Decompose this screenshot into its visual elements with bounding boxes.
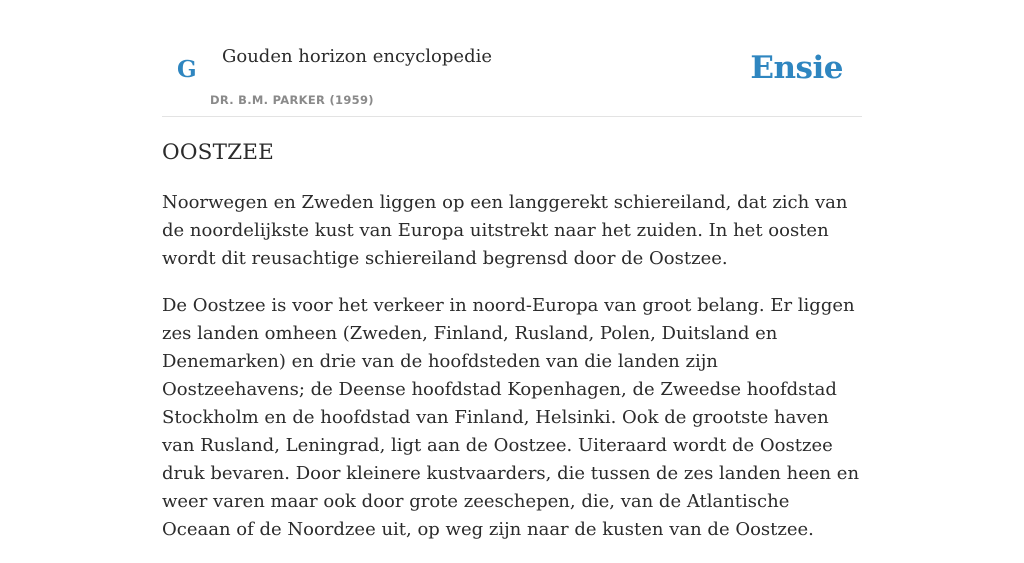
- book-title[interactable]: Gouden horizon encyclopedie: [222, 46, 492, 67]
- page-header: [162, 0, 862, 117]
- article-paragraph: De Oostzee is voor het verkeer in noord-Europa van groot belang. Er liggen zes landen omheen (Zweden, Finland, Rusland, Polen, Duitsland en Denemarken) en drie van de hoofdsteden van die landen zijn Oostzeehavens; de Deense hoofdstad Kopenhagen, de Zweedse hoofdstad Stockholm en de hoofdstad van Finland, Helsinki. Ook de grootste haven van Rusland, Leningrad, ligt aan de Oostzee. Uiteraard wordt de Oostzee druk bevaren. Door kleinere kustvaarders, die tussen de zes landen heen en weer varen maar ook door grote zeeschepen, die, van de Atlantische Oceaan of de Noordzee uit, op weg zijn naar de kusten van de Oostzee.: [162, 295, 860, 540]
- book-author: DR. B.M. PARKER (1959): [210, 93, 374, 107]
- article-title: OOSTZEE: [162, 140, 275, 165]
- article: [162, 140, 862, 563]
- book-logo[interactable]: G: [177, 56, 197, 83]
- article-paragraph: Noorwegen en Zweden liggen op een langgerekt schiereiland, dat zich van de noordelijkste kust van Europa uitstrekt naar het zuiden. In het oosten wordt dit reusachtige schiereiland begrensd door de Oostzee.: [162, 192, 848, 269]
- site-logo[interactable]: Ensie: [750, 50, 843, 86]
